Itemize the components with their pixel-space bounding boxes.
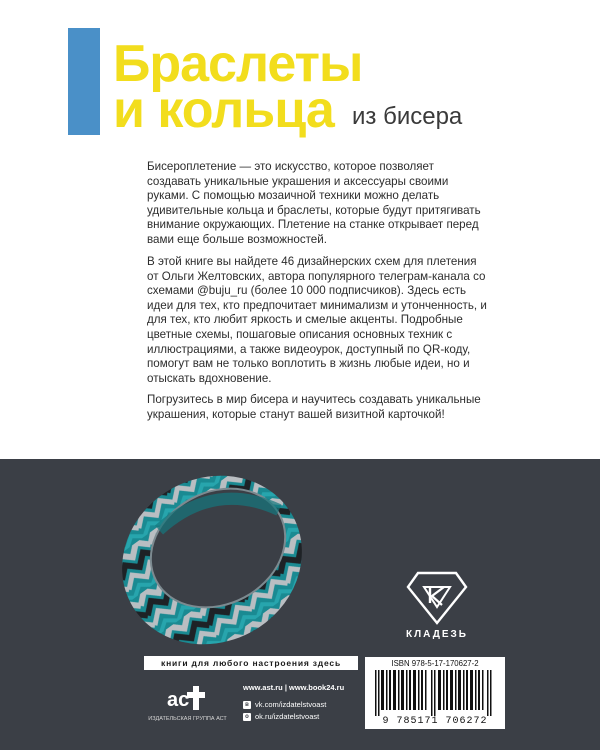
brand-name: КЛАДЕЗЬ	[406, 629, 468, 640]
book-title-line1: Браслеты	[113, 35, 363, 93]
description-paragraph-1: Бисероплетение — это искусство, которое позволяет создавать уникальные украшения и аксессуары своими руками. С помощью мозаичной техники можно делать удивительные кольца и браслеты, которые будут притягивать внимание окружающих. Плетение на станке открывает перед вами еще больше возможностей.	[147, 160, 481, 246]
description-paragraph-2: В этой книге вы найдете 46 дизайнерских схем для плетения от Ольги Желтовских, автора популярного телеграм-канала со схемами @buju_ru (более 10 000 подписчиков). Здесь есть идеи для тех, кто предпочитает минимализм и утонченность, и для тех, кто любит яркость и смелые акценты. Подробные цветные схемы, пошаговые описания основных техник с иллюстрациями, а также видеоурок, доступный по QR-коду, помогут вам не только воплотить в жизнь любые идеи, но и отыскать вдохновение.	[147, 255, 487, 385]
vk-icon: в	[243, 701, 251, 709]
barcode-digits: 9 785171 706272	[382, 716, 488, 727]
diamond-logo-icon	[406, 569, 468, 625]
description-paragraph-3: Погрузитесь в мир бисера и научитесь создавать уникальные украшения, которые станут вашей визитной карточкой!	[147, 393, 481, 421]
isbn-text: ISBN 978-5-17-170627-2	[391, 659, 479, 668]
accent-bar	[68, 28, 100, 135]
barcode-icon	[369, 670, 501, 716]
ok-icon: о	[243, 713, 251, 721]
beaded-bracelet-image	[114, 470, 310, 650]
book-subtitle: из бисера	[352, 103, 463, 130]
ok-link[interactable]	[243, 712, 319, 721]
publisher-caption: ИЗДАТЕЛЬСКАЯ ГРУППА АСТ	[148, 716, 227, 722]
svg-text:ac: ac	[167, 689, 190, 711]
ast-logo-icon	[165, 680, 207, 714]
ok-link-text: ok.ru/izdatelstvoast	[255, 712, 320, 721]
tagline-box	[144, 656, 358, 670]
vk-link-text: vk.com/izdatelstvoast	[255, 700, 327, 709]
vk-link[interactable]	[243, 700, 326, 709]
publisher-websites[interactable]: www.ast.ru | www.book24.ru	[243, 683, 345, 692]
brand-tagline: книги для любого настроения здесь	[161, 658, 341, 668]
barcode-box	[365, 657, 505, 729]
book-title-line2: и кольца	[113, 81, 334, 139]
